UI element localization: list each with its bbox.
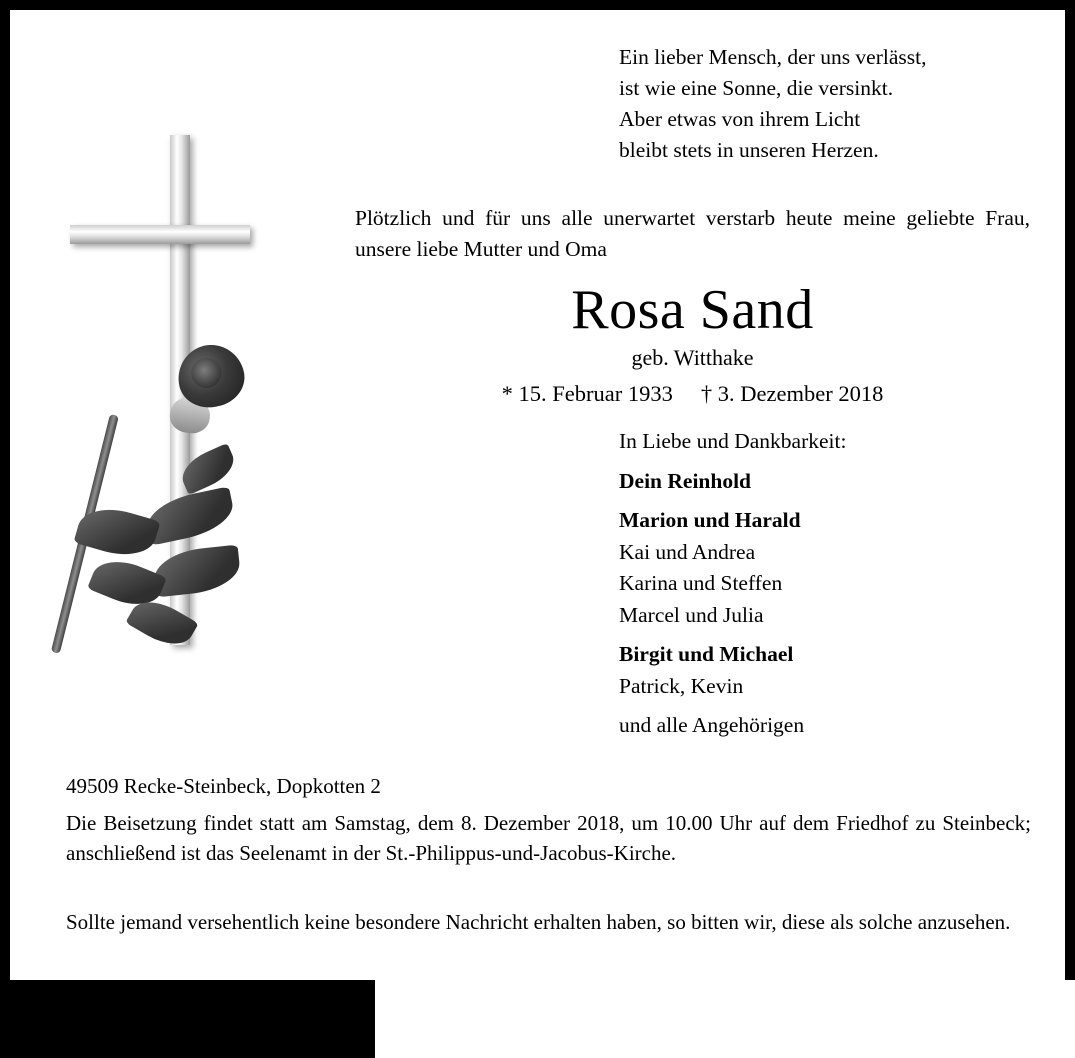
- family-group: [619, 505, 1049, 631]
- family-member: Karina und Steffen: [619, 571, 783, 595]
- birth-date: * 15. Februar 1933: [501, 381, 673, 406]
- poem-line: ist wie eine Sonne, die versinkt.: [619, 76, 894, 100]
- rose-icon: [50, 335, 280, 660]
- rose-leaf: [143, 486, 238, 545]
- family-member: Patrick, Kevin: [619, 673, 744, 698]
- cross-icon-horizontal: [70, 225, 250, 244]
- address-line: 49509 Recke-Steinbeck, Dopkotten 2: [66, 774, 381, 798]
- family-member-primary: Dein Reinhold: [619, 468, 752, 493]
- family-heading: In Liebe und Dankbarkeit:: [619, 429, 847, 453]
- family-list: [619, 426, 1049, 742]
- family-group: [619, 466, 1049, 498]
- deceased-name: Rosa Sand: [571, 279, 814, 341]
- rose-leaf: [176, 443, 240, 495]
- bottom-white-area: [375, 980, 1075, 1058]
- memorial-poem: [619, 42, 1049, 166]
- notice-text: Sollte jemand versehentlich keine besondere Nachricht erhalten haben, so bitten wir, diese als solche anzusehen.: [66, 910, 1011, 934]
- family-member-primary: Marion und Harald: [619, 508, 801, 532]
- life-dates: [355, 379, 1030, 409]
- family-member: Marcel und Julia: [619, 602, 764, 627]
- family-member: Kai und Andrea: [619, 539, 756, 564]
- deceased-maiden-name: geb. Witthake: [631, 345, 754, 370]
- poem-line: Aber etwas von ihrem Licht: [619, 107, 861, 131]
- death-date: † 3. Dezember 2018: [700, 381, 884, 406]
- family-member-primary: Birgit und Michael: [619, 642, 794, 666]
- cross-and-rose-artwork: [50, 120, 310, 660]
- poem-line: Ein lieber Mensch, der uns verlässt,: [619, 45, 927, 69]
- funeral-details: Die Beisetzung findet statt am Samstag, dem 8. Dezember 2018, um 10.00 Uhr auf dem Friedhof zu Steinbeck; anschließend ist das Seelenamt in der St.-Philippus-und-Jacobus-Kirche.: [66, 811, 1031, 865]
- family-group: [619, 639, 1049, 702]
- relatives-line: und alle Angehörigen: [619, 713, 805, 737]
- poem-line: bleibt stets in unseren Herzen.: [619, 138, 879, 162]
- obituary-card: [10, 10, 1065, 980]
- rose-leaf: [152, 545, 242, 598]
- announcement-text: Plötzlich und für uns alle unerwartet verstarb heute meine geliebte Frau, unsere liebe Mutter und Oma: [355, 206, 1030, 261]
